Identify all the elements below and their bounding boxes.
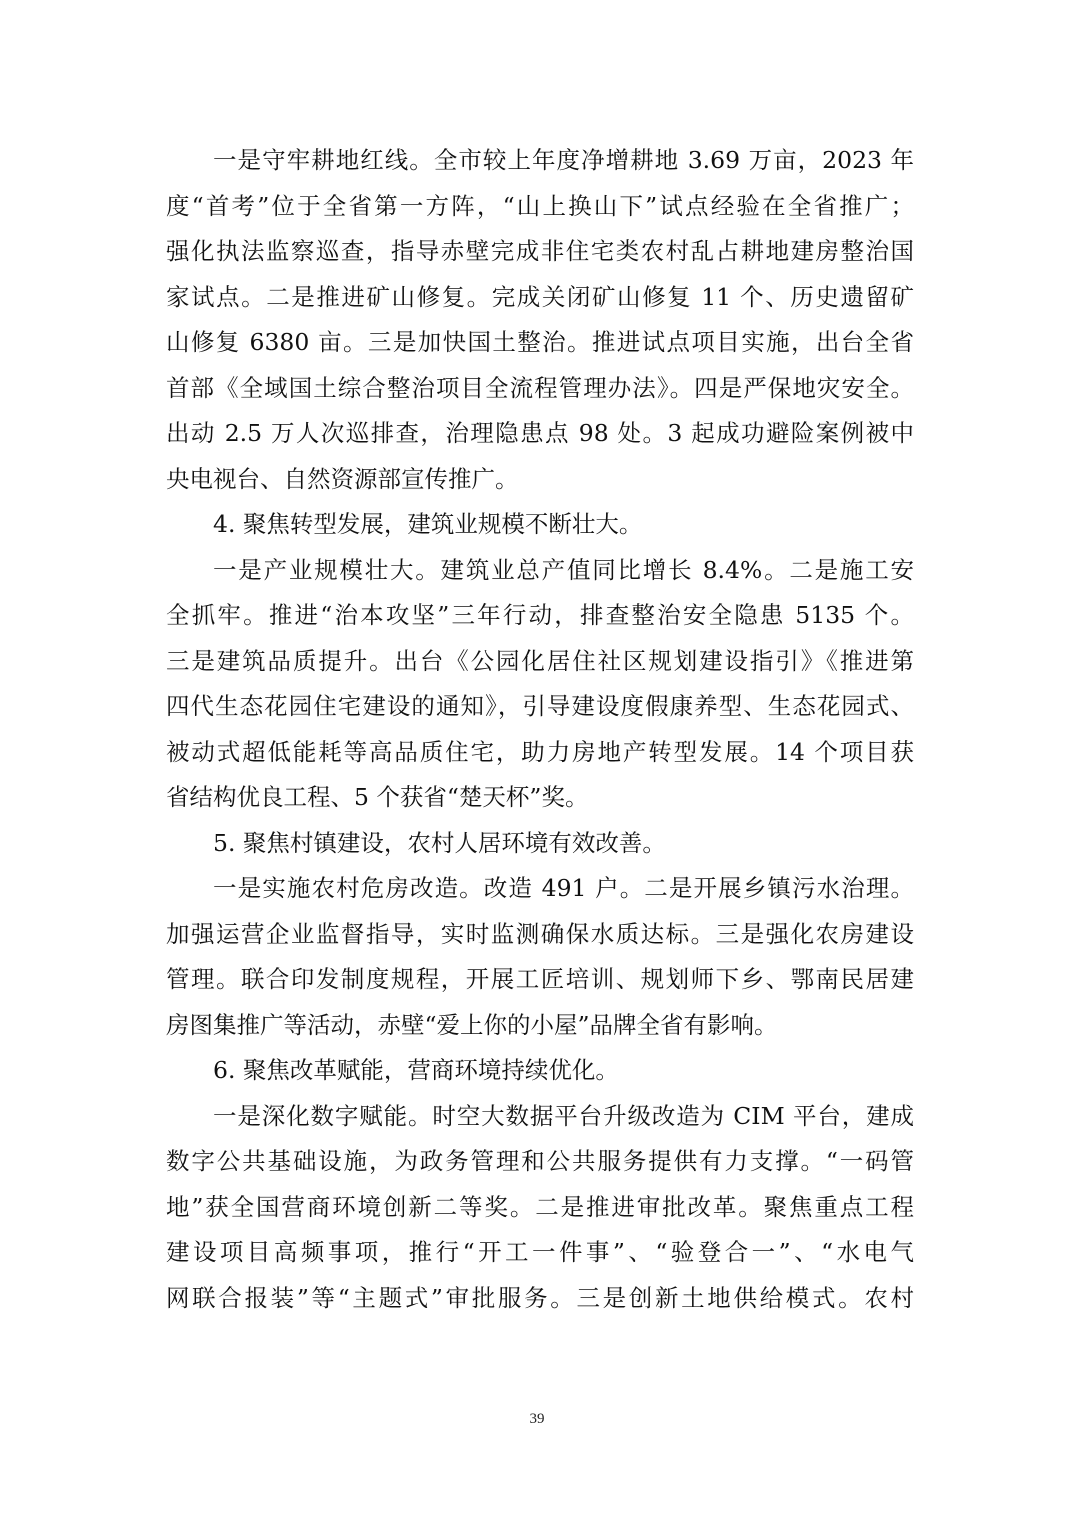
text-line: 强化执法监察巡查，指导赤壁完成非住宅类农村乱占耕地建房整治国	[166, 237, 914, 265]
text-line: 度“首考”位于全省第一方阵，“山上换山下”试点经验在全省推广；	[166, 191, 914, 220]
body-text	[166, 138, 914, 1321]
text-line: 一是深化数字赋能。时空大数据平台升级改造为 CIM 平台，建成	[213, 1101, 914, 1130]
text-line: 数字公共基础设施，为政务管理和公共服务提供有力支撑。“一码管	[166, 1147, 914, 1175]
text-line: 首部《全域国土综合整治项目全流程管理办法》。四是严保地灾安全。	[166, 373, 914, 402]
text-line: 管理。联合印发制度规程，开展工匠培训、规划师下乡、鄂南民居建	[166, 965, 914, 993]
text-line: 5. 聚焦村镇建设，农村人居环境有效改善。	[213, 828, 666, 857]
text-line: 一是实施农村危房改造。改造 491 户。二是开展乡镇污水治理。	[213, 874, 914, 902]
text-line: 山修复 6380 亩。三是加快国土整治。推进试点项目实施，出台全省	[166, 328, 914, 356]
text-line: 出动 2.5 万人次巡排查，治理隐患点 98 处。3 起成功避险案例被中	[166, 419, 914, 447]
text-line: 全抓牢。推进“治本攻坚”三年行动，排查整治安全隐患 5135 个。	[166, 601, 914, 629]
text-line: 房图集推广等活动，赤壁“爱上你的小屋”品牌全省有影响。	[166, 1010, 778, 1039]
text-line: 网联合报装”等“主题式”审批服务。三是创新土地供给模式。农村	[166, 1283, 914, 1312]
text-line: 建设项目高频事项，推行“开工一件事”、“验登合一”、“水电气	[166, 1238, 914, 1266]
text-line: 一是产业规模壮大。建筑业总产值同比增长 8.4%。二是施工安	[213, 555, 914, 584]
text-line: 一是守牢耕地红线。全市较上年度净增耕地 3.69 万亩，2023 年	[213, 146, 914, 174]
text-line: 四代生态花园住宅建设的通知》，引导建设度假康养型、生态花园式、	[166, 692, 914, 720]
text-line: 6. 聚焦改革赋能，营商环境持续优化。	[213, 1056, 619, 1084]
text-line: 央电视台、自然资源部宣传推广。	[166, 464, 519, 493]
text-line: 三是建筑品质提升。出台《公园化居住社区规划建设指引》《推进第	[166, 646, 914, 675]
text-line: 被动式超低能耗等高品质住宅，助力房地产转型发展。14 个项目获	[166, 737, 914, 766]
text-line: 加强运营企业监督指导，实时监测确保水质达标。三是强化农房建设	[166, 919, 914, 948]
page-number: 39	[529, 1411, 545, 1427]
text-line: 地”获全国营商环境创新二等奖。二是推进审批改革。聚焦重点工程	[166, 1192, 914, 1221]
text-line: 4. 聚焦转型发展，建筑业规模不断壮大。	[213, 510, 643, 538]
text-line: 家试点。二是推进矿山修复。完成关闭矿山修复 11 个、历史遗留矿	[166, 282, 914, 311]
text-line: 省结构优良工程、5 个获省“楚天杯”奖。	[166, 783, 589, 811]
